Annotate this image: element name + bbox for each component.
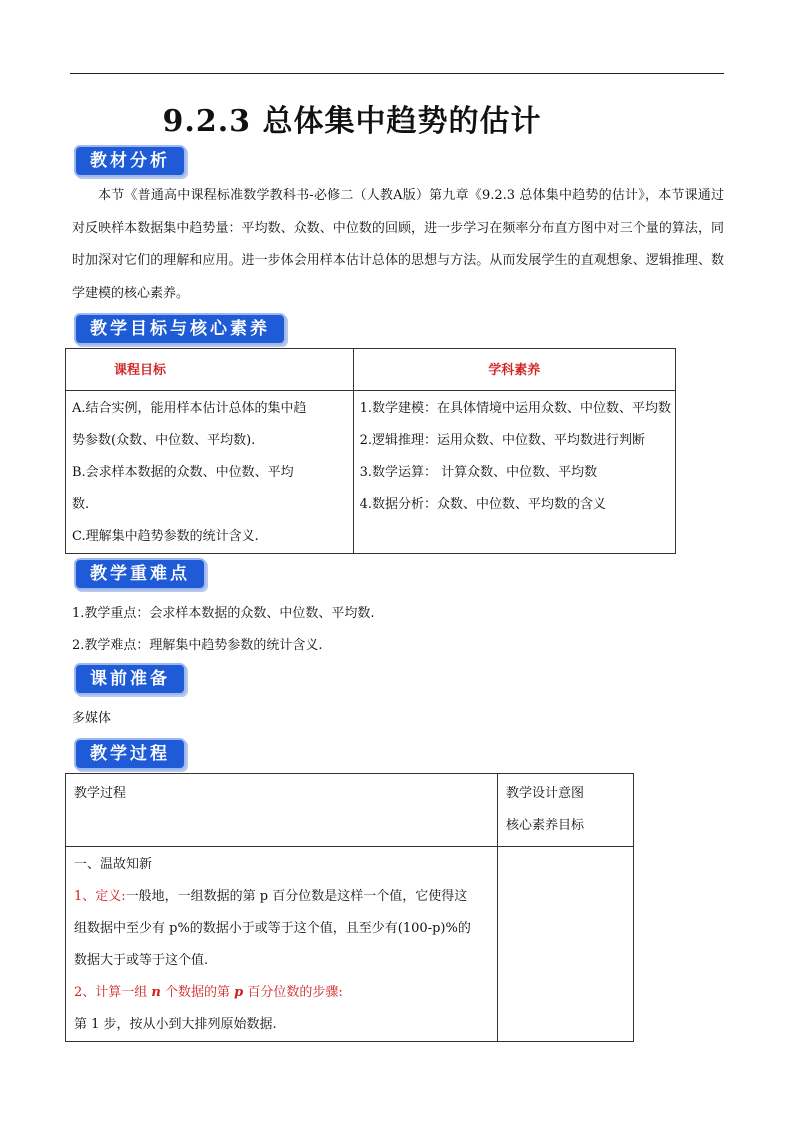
objective-line: 势参数(众数、中位数、平均数). (72, 433, 256, 448)
keypoint-difficulty: 2.教学难点：理解集中趋势参数的统计含义. (72, 638, 323, 653)
process-header-left (66, 774, 498, 847)
page-title: 9.2.3 总体集中趋势的估计 (162, 104, 542, 139)
definition-line: 组数据中至少有 p%的数据小于或等于这个值，且至少有(100-p)%的 (74, 921, 471, 936)
section-badge-objectives: 教学目标与核心素养 (74, 313, 286, 345)
warmup-heading: 一、温故知新 (74, 857, 153, 872)
literacy-line: 3.数学运算： 计算众数、中位数、平均数 (359, 465, 598, 480)
process-table (65, 773, 634, 1042)
analysis-text: 本节《普通高中课程标准数学教科书-必修二（人教A版）第九章《9.2.3 总体集中趋势的估计》，本节课通过对反映样本数据集中趋势量：平均数、众数、中位数的回顾，进一步学习在频率分布直方图中对三个量的算法，同时加深对它们的理解和应用。进一步体会用样本估计总体的思想与方法。从而发展学生的直观想象、逻辑推理、数学建模的核心素养。 (72, 188, 724, 301)
objectives-header-right: 学科素养 (353, 349, 675, 391)
objective-line: B.会求样本数据的众数、中位数、平均 (72, 465, 294, 480)
analysis-paragraph (72, 180, 724, 310)
section-badge-prep: 课前准备 (74, 663, 186, 695)
definition-text: 一般地，一组数据的第 p 百分位数是这样一个值，它使得这 (125, 889, 468, 904)
definition-line (74, 881, 491, 913)
process-header-label: 教学过程 (74, 786, 127, 801)
process-side-cell (498, 847, 634, 1042)
objective-line: C.理解集中趋势参数的统计含义. (72, 529, 259, 544)
literacy-cell (353, 391, 675, 554)
core-literacy-goal-label: 核心素养目标 (506, 818, 585, 833)
steps-var-p: p (234, 985, 244, 1000)
literacy-line: 2.逻辑推理：运用众数、中位数、平均数进行判断 (359, 433, 645, 448)
process-header-right (498, 774, 634, 847)
section-badge-keypoints: 教学重难点 (74, 558, 206, 590)
section-badge-analysis: 教材分析 (74, 145, 186, 177)
steps-text: 个数据的第 (160, 985, 235, 1000)
objectives-header-left: 课程目标 (66, 349, 354, 391)
header-rule (70, 73, 724, 74)
objectives-table (65, 348, 676, 554)
course-objectives-cell (66, 391, 354, 554)
definition-label: 1、定义: (74, 889, 126, 904)
steps-text: 2、计算一组 (74, 985, 152, 1000)
design-intent-label: 教学设计意图 (506, 786, 585, 801)
prep-text: 多媒体 (72, 711, 112, 726)
steps-text: 百分位数的步骤: (243, 985, 343, 1000)
objective-line: 数. (72, 497, 90, 512)
literacy-line: 1.数学建模：在具体情境中运用众数、中位数、平均数 (359, 401, 671, 416)
keypoint-focus: 1.教学重点：会求样本数据的众数、中位数、平均数. (72, 606, 375, 621)
objective-line: A.结合实例，能用样本估计总体的集中趋 (72, 401, 307, 416)
step-1: 第 1 步，按从小到大排列原始数据. (74, 1017, 277, 1032)
definition-line: 数据大于或等于这个值. (74, 953, 209, 968)
steps-var-n: n (151, 985, 161, 1000)
section-badge-process: 教学过程 (74, 738, 186, 770)
literacy-line: 4.数据分析：众数、中位数、平均数的含义 (359, 497, 606, 512)
steps-heading (74, 977, 491, 1009)
process-content-cell (66, 847, 498, 1042)
